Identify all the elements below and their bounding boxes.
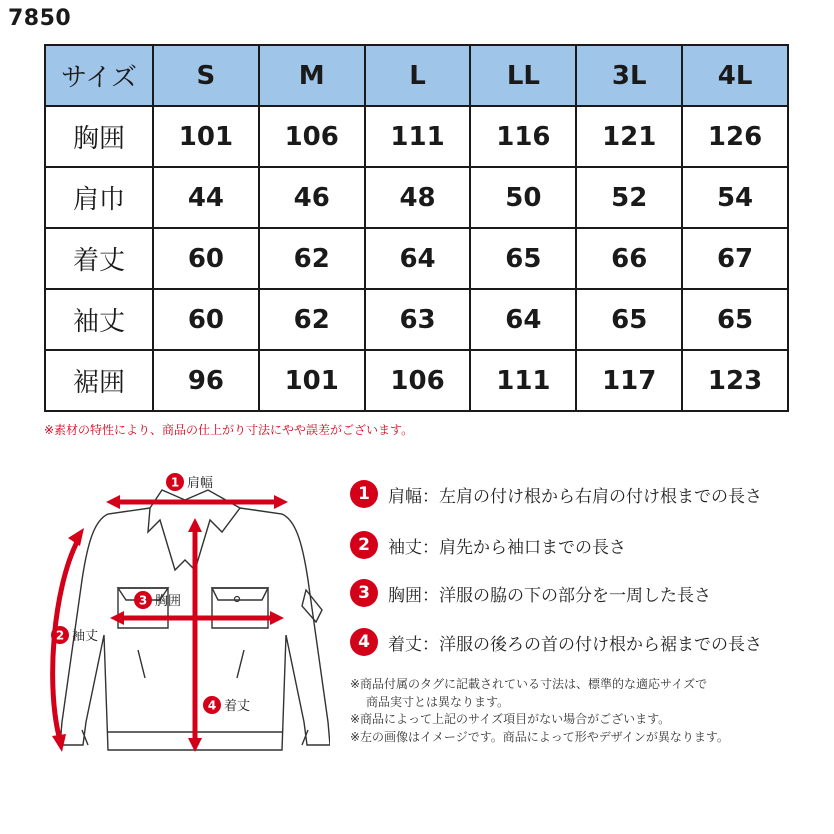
number-badge-icon: 4 xyxy=(350,628,378,656)
header-size-ll: LL xyxy=(470,45,576,106)
table-cell: 65 xyxy=(682,289,788,350)
svg-text:4: 4 xyxy=(207,698,217,713)
table-cell: 96 xyxy=(153,350,259,411)
table-cell: 46 xyxy=(259,167,365,228)
legend-text: 着丈：洋服の後ろの首の付け根から裾までの長さ xyxy=(388,635,762,655)
legend-text: 胸囲：洋服の脇の下の部分を一周した長さ xyxy=(388,586,711,606)
label-shoulder xyxy=(166,473,213,491)
legend-text: 袖丈：肩先から袖口までの長さ xyxy=(388,538,626,558)
table-row xyxy=(45,106,788,167)
table-row xyxy=(45,289,788,350)
number-badge-icon: 2 xyxy=(350,531,378,559)
svg-text:2: 2 xyxy=(55,628,65,643)
material-note: ※素材の特性により、商品の仕上がり寸法にやや誤差がございます。 xyxy=(44,423,414,437)
table-cell: 67 xyxy=(682,228,788,289)
table-cell: 62 xyxy=(259,228,365,289)
header-size-3l: 3L xyxy=(576,45,682,106)
row-label-shoulder: 肩巾 xyxy=(45,167,153,228)
svg-text:肩幅: 肩幅 xyxy=(187,476,214,491)
svg-text:袖丈: 袖丈 xyxy=(72,629,99,644)
table-cell: 106 xyxy=(365,350,471,411)
table-cell: 65 xyxy=(470,228,576,289)
table-cell: 60 xyxy=(153,289,259,350)
svg-text:胸囲: 胸囲 xyxy=(155,594,182,609)
svg-text:1: 1 xyxy=(170,475,180,490)
row-label-sleeve: 袖丈 xyxy=(45,289,153,350)
table-cell: 50 xyxy=(470,167,576,228)
table-cell: 63 xyxy=(365,289,471,350)
table-row xyxy=(45,167,788,228)
table-cell: 106 xyxy=(259,106,365,167)
row-label-length: 着丈 xyxy=(45,228,153,289)
header-size-l: L xyxy=(365,45,471,106)
header-size-4l: 4L xyxy=(682,45,788,106)
table-cell: 64 xyxy=(470,289,576,350)
table-cell: 111 xyxy=(365,106,471,167)
footnote: 商品実寸とは異なります。 xyxy=(366,694,510,709)
product-code: 7850 xyxy=(8,6,72,31)
table-cell: 123 xyxy=(682,350,788,411)
legend-text: 肩幅：左肩の付け根から右肩の付け根までの長さ xyxy=(388,487,762,507)
number-badge-icon: 3 xyxy=(350,579,378,607)
table-cell: 54 xyxy=(682,167,788,228)
header-size-m: M xyxy=(259,45,365,106)
footnote: ※商品によって上記のサイズ項目がない場合がございます。 xyxy=(350,712,671,726)
table-cell: 117 xyxy=(576,350,682,411)
footnote: ※左の画像はイメージです。商品によって形やデザインが異なります。 xyxy=(350,729,729,744)
header-size-label: サイズ xyxy=(45,45,153,106)
table-cell: 101 xyxy=(259,350,365,411)
table-cell: 121 xyxy=(576,106,682,167)
table-row xyxy=(45,228,788,289)
table-cell: 101 xyxy=(153,106,259,167)
row-label-hem: 裾囲 xyxy=(45,350,153,411)
table-cell: 65 xyxy=(576,289,682,350)
table-cell: 111 xyxy=(470,350,576,411)
table-cell: 66 xyxy=(576,228,682,289)
table-cell: 64 xyxy=(365,228,471,289)
footnotes xyxy=(350,676,729,746)
label-length xyxy=(203,696,250,714)
table-row xyxy=(45,350,788,411)
table-cell: 62 xyxy=(259,289,365,350)
table-cell: 52 xyxy=(576,167,682,228)
footnote: ※商品付属のタグに記載されている寸法は、標準的な適応サイズで xyxy=(350,677,708,691)
size-table xyxy=(44,44,789,412)
table-cell: 44 xyxy=(153,167,259,228)
label-chest xyxy=(134,591,181,609)
table-cell: 48 xyxy=(365,167,471,228)
table-cell: 126 xyxy=(682,106,788,167)
button-icon xyxy=(235,597,240,602)
svg-text:3: 3 xyxy=(138,593,148,608)
size-table-header-row xyxy=(45,45,788,106)
jacket-measurement-diagram xyxy=(0,460,330,790)
label-sleeve xyxy=(51,626,98,644)
svg-text:着丈: 着丈 xyxy=(224,699,251,714)
number-badge-icon: 1 xyxy=(350,480,378,508)
header-size-s: S xyxy=(153,45,259,106)
table-cell: 116 xyxy=(470,106,576,167)
table-cell: 60 xyxy=(153,228,259,289)
row-label-chest: 胸囲 xyxy=(45,106,153,167)
measure-shoulder xyxy=(106,495,288,509)
